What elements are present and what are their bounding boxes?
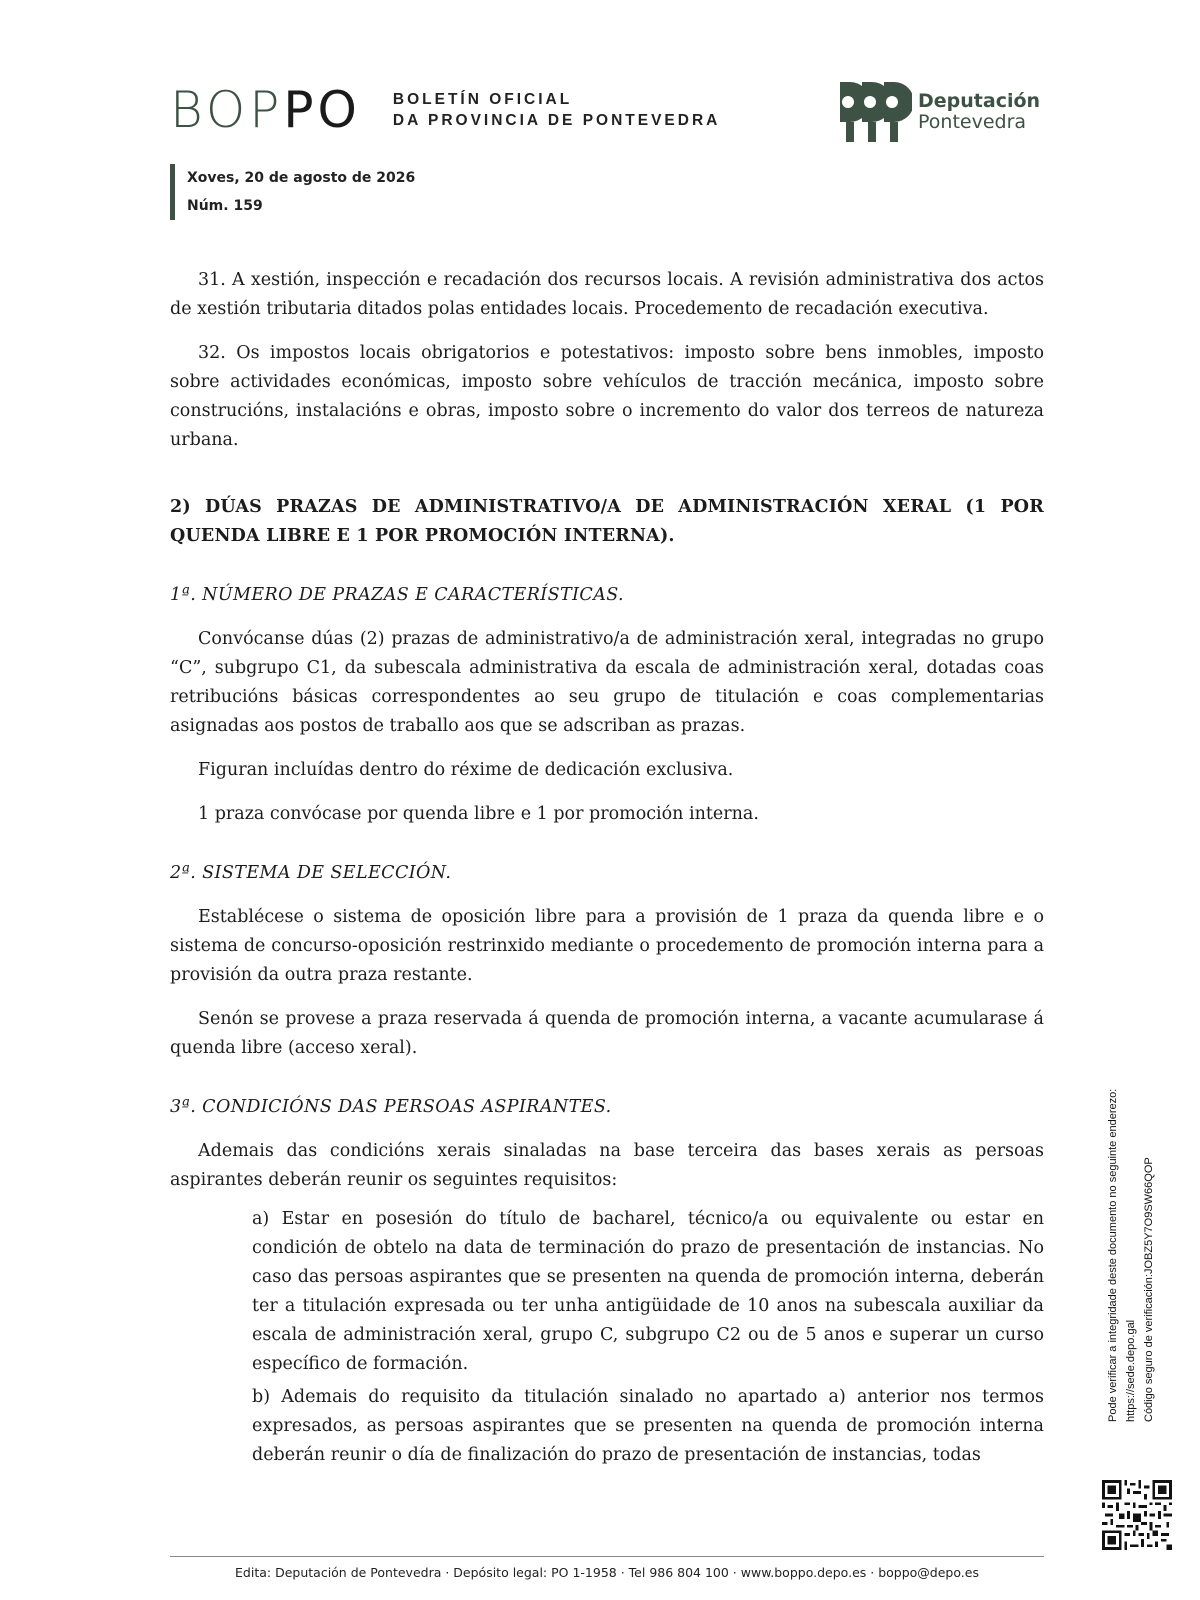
list-item-b: b) Ademais do requisito da titulación sinalado no apartado a) anterior nos termos expresados, as persoas aspirantes que se presenten na quenda de promoción interna deberán reunir o día de finalización do prazo de presentación de instancias, todas	[252, 1387, 1044, 1465]
qr-code-icon	[1102, 1480, 1172, 1550]
deputacion-mark-icon	[840, 80, 912, 144]
board-name-line-2: DA PROVINCIA DE PONTEVEDRA	[392, 112, 721, 129]
deputacion-logo	[840, 80, 1040, 144]
issue-info	[170, 164, 415, 220]
verification-code: Código seguro de verificación:JOBZ5Y7O9SW66QOP	[1143, 1157, 1155, 1422]
logo-part-1: BOP	[170, 81, 284, 139]
paragraph-condicions: Ademais das condicións xerais sinaladas na base terceira das bases xerais as persoas aspirantes deberán reunir os seguintes requisitos:	[170, 1141, 1044, 1190]
verification-url[interactable]: https://sede.depo.gal	[1125, 1319, 1137, 1422]
deputacion-name	[918, 91, 1040, 133]
footer-divider	[170, 1556, 1044, 1557]
board-name-line-1: BOLETÍN OFICIAL	[392, 91, 573, 108]
deputacion-name-line-2: Pontevedra	[918, 111, 1027, 133]
document-body	[170, 266, 1044, 1470]
paragraph-quenda: 1 praza convócase por quenda libre e 1 por promoción interna.	[198, 804, 759, 824]
paragraph-vacante: Senón se provese a praza reservada á quenda de promoción interna, a vacante acumularase á quenda libre (acceso xeral).	[170, 1009, 1044, 1058]
subheading-3: 3ª. CONDICIÓNS DAS PERSOAS ASPIRANTES.	[170, 1097, 612, 1117]
subheading-1: 1ª. NÚMERO DE PRAZAS E CARACTERÍSTICAS.	[170, 585, 624, 605]
footer-imprint: Edita: Deputación de Pontevedra · Depósito legal: PO 1-1958 · Tel 986 804 100 · www.boppo.depo.es · boppo@depo.es	[235, 1565, 979, 1580]
verification-line-1: Pode verificar a integridade deste documento no seguinte enderezo:	[1107, 1088, 1119, 1422]
paragraph-sistema: Establécese o sistema de oposición libre para a provisión de 1 praza da quenda libre e o sistema de concurso-oposición restrinxido mediante o procedemento de promoción interna para a provisión da outra praza restante.	[170, 907, 1044, 985]
paragraph-dedicacion: Figuran incluídas dentro do réxime de dedicación exclusiva.	[198, 760, 734, 780]
issue-date: Xoves, 20 de agosto de 2026	[187, 170, 416, 186]
board-name	[393, 89, 720, 131]
paragraph-32: 32. Os impostos locais obrigatorios e potestativos: imposto sobre bens inmobles, imposto sobre actividades económicas, imposto sobre vehículos de tracción mecánica, imposto sobre construcións, instalacións e obras, imposto sobre o incremento do valor dos terreos de natureza urbana.	[170, 343, 1044, 450]
verification-note	[1104, 1088, 1168, 1422]
issue-number: Núm. 159	[187, 198, 263, 214]
logo-wordmark	[170, 81, 361, 139]
list-item-a: a) Estar en posesión do título de bacharel, técnico/a ou equivalente ou estar en condición de obtelo na data de terminación do prazo de presentación de instancias. No caso das persoas aspirantes que se presenten na quenda de promoción interna, deberán ter a titulación expresada ou ter unha antigüidade de 10 anos na subescala auxiliar da escala de administración xeral, grupo C, subgrupo C2 ou de 5 anos e superar un curso específico de formación.	[252, 1209, 1044, 1374]
boppo-logo	[170, 81, 721, 139]
paragraph-convocatoria: Convócanse dúas (2) prazas de administrativo/a de administración xeral, integradas no grupo “C”, subgrupo C1, da subescala administrativa da escala de administración xeral, dotadas coas retribucións básicas correspondentes ao seu grupo de titulación e coas complementarias asignadas aos postos de traballo aos que se adscriban as prazas.	[170, 629, 1044, 736]
section-heading: 2) DÚAS PRAZAS DE ADMINISTRATIVO/A DE ADMINISTRACIÓN XERAL (1 POR QUENDA LIBRE E 1 POR PROMOCIÓN INTERNA).	[170, 497, 1044, 546]
logo-part-2: PO	[283, 81, 361, 139]
deputacion-name-line-1: Deputación	[918, 90, 1041, 112]
subheading-2: 2ª. SISTEMA DE SELECCIÓN.	[170, 863, 452, 883]
paragraph-31: 31. A xestión, inspección e recadación dos recursos locais. A revisión administrativa dos actos de xestión tributaria ditados polas entidades locais. Procedemento de recadación executiva.	[170, 270, 1044, 319]
